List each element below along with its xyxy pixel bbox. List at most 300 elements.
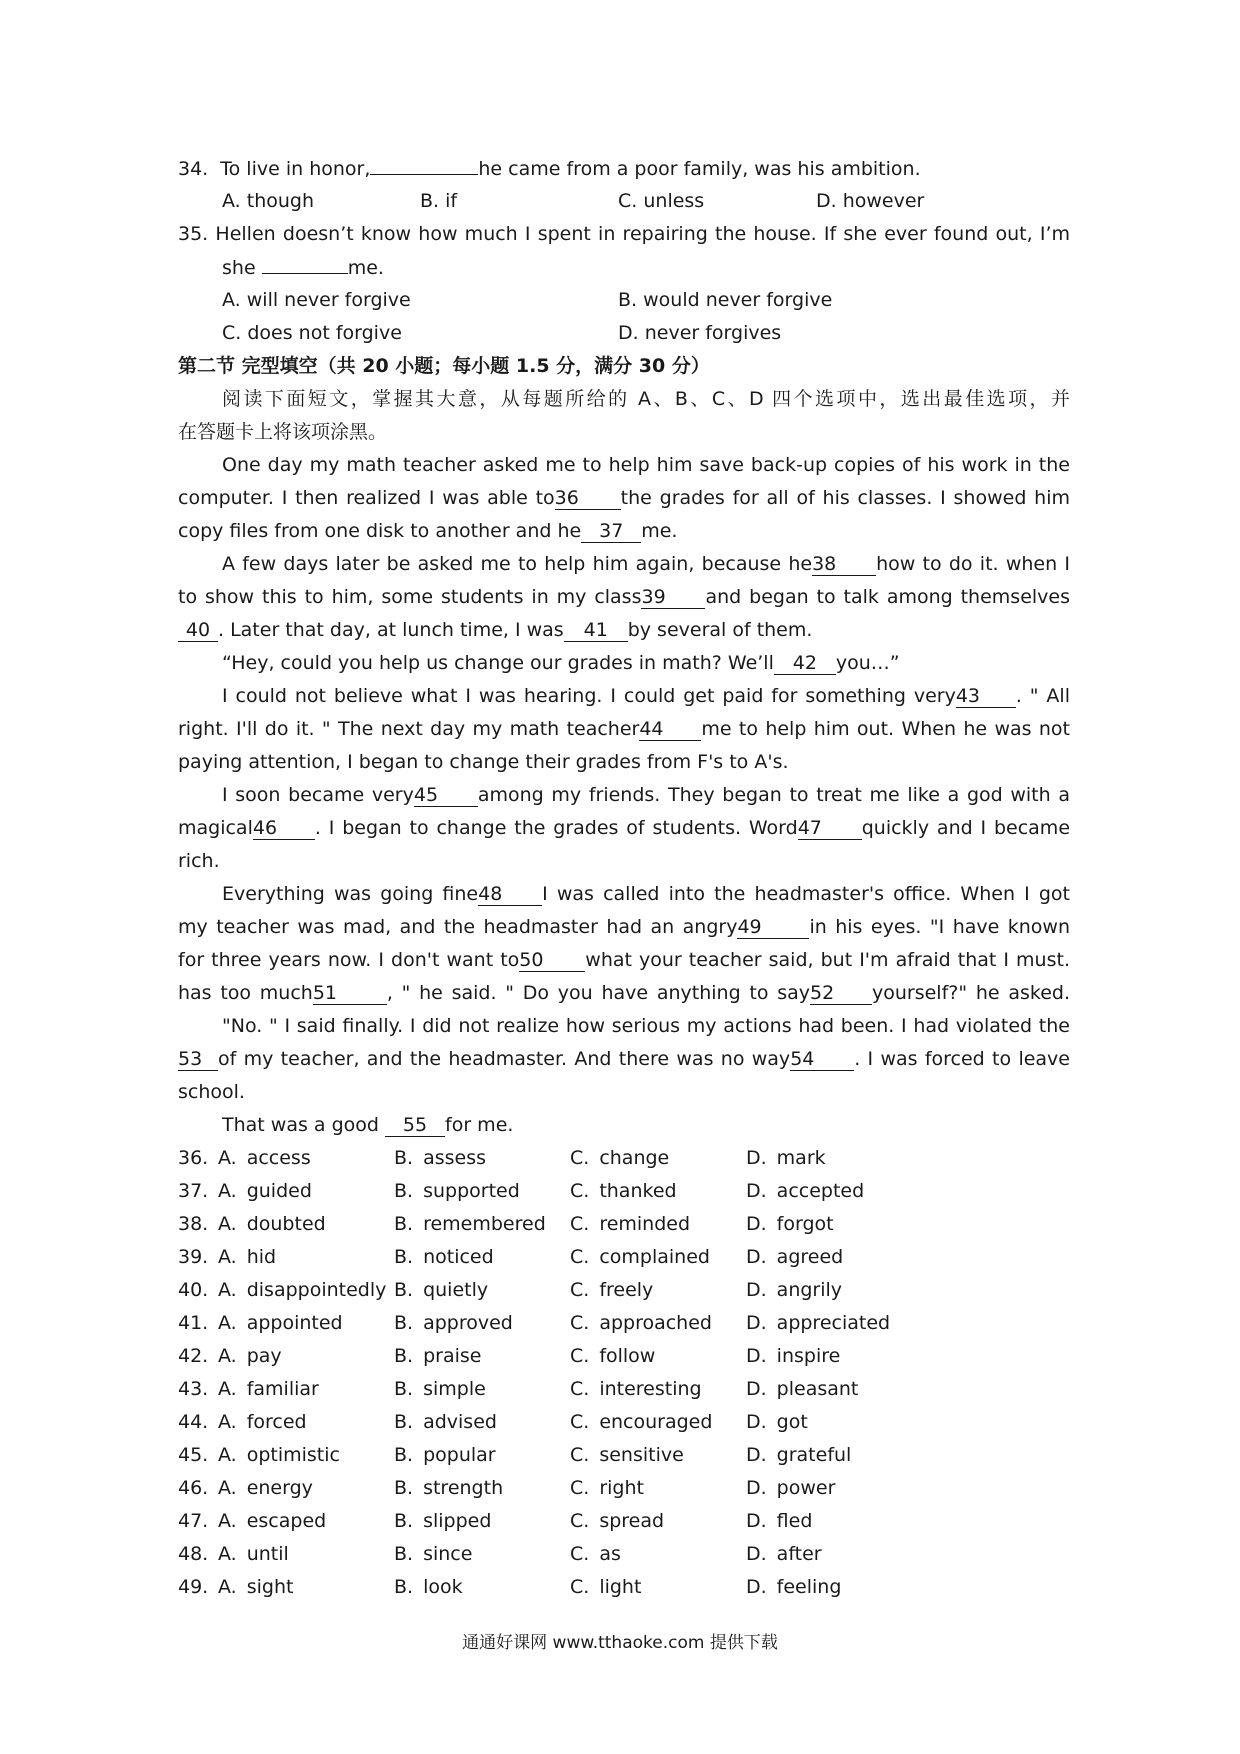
option-number: 43. [178, 1378, 209, 1400]
option-text: look [423, 1576, 463, 1598]
blank-49: 49 [737, 916, 809, 939]
question-text: Hellen doesn’t know how much I spent in repairing the house. If she ever found out, I’m [215, 223, 1070, 245]
option-text: encouraged [599, 1411, 713, 1433]
question-number: 34. [178, 158, 209, 180]
passage-text: school. [178, 1081, 245, 1103]
passage-text: my teacher was mad, and the headmaster had an angry [178, 916, 738, 938]
blank-47: 47 [798, 817, 862, 840]
option-letter: D. [746, 1345, 767, 1367]
option-c [570, 1175, 677, 1208]
option-c [570, 1142, 669, 1175]
question-35-stem-line2 [178, 251, 1070, 284]
passage-text: I soon became very [222, 784, 414, 806]
option-text: pleasant [776, 1378, 859, 1400]
cloze-option-row [178, 1142, 1070, 1175]
blank-54: 54 [790, 1048, 854, 1071]
passage-line [178, 1076, 1070, 1109]
option-letter: D. [746, 1510, 767, 1532]
option-letter: A. [218, 1411, 237, 1433]
option-text: assess [423, 1147, 487, 1169]
passage-line [178, 449, 1070, 482]
option-letter: B. [394, 1180, 414, 1202]
option-a [218, 1340, 282, 1373]
option-text: accepted [776, 1180, 865, 1202]
option-number: 48. [178, 1543, 209, 1565]
passage-text: . I began to change the grades of students. Word [314, 817, 798, 839]
option-text: if [445, 190, 458, 212]
option-text: praise [423, 1345, 482, 1367]
option-letter: B. [394, 1576, 414, 1598]
option-text: simple [423, 1378, 486, 1400]
option-text: will never forgive [246, 289, 411, 311]
option-number: 46. [178, 1477, 209, 1499]
passage-text: quickly and I became [861, 817, 1070, 839]
option-letter: A. [222, 190, 241, 212]
option-letter: C. [570, 1213, 590, 1235]
cloze-option-row [178, 1208, 1070, 1241]
option-text: change [599, 1147, 670, 1169]
cloze-option-row [178, 1274, 1070, 1307]
option-a [218, 1439, 340, 1472]
cloze-option-row [178, 1307, 1070, 1340]
option-c [570, 1340, 655, 1373]
option-letter: B. [394, 1147, 414, 1169]
option-b [394, 1571, 463, 1604]
option-text: guided [246, 1180, 312, 1202]
option-d [746, 1472, 835, 1505]
blank-46: 46 [253, 817, 315, 840]
option-letter: D. [746, 1477, 767, 1499]
option-d [746, 1307, 890, 1340]
option-letter: C. [570, 1510, 590, 1532]
blank-38: 38 [812, 553, 876, 576]
option-b [394, 1241, 494, 1274]
passage-line [178, 614, 1070, 647]
option-letter: A. [218, 1312, 237, 1334]
option-text: spread [599, 1510, 665, 1532]
question-34-options [178, 185, 1070, 218]
question-35-stem [178, 218, 1070, 251]
option-text: approached [599, 1312, 712, 1334]
option-letter: B. [394, 1213, 414, 1235]
cloze-option-row [178, 1373, 1070, 1406]
passage-line [178, 812, 1070, 845]
option-letter: B. [394, 1510, 414, 1532]
option-d [746, 1406, 808, 1439]
option-d [746, 1505, 812, 1538]
option-text: complained [599, 1246, 710, 1268]
option-letter: A. [218, 1279, 237, 1301]
passage-text: , " he said. " Do you have anything to say [386, 982, 810, 1004]
option-text: doubted [246, 1213, 326, 1235]
option-a [218, 1373, 319, 1406]
option-text: appreciated [776, 1312, 891, 1334]
option-b [394, 1208, 546, 1241]
option-a [222, 185, 314, 218]
cloze-option-row [178, 1571, 1070, 1604]
option-d [746, 1274, 842, 1307]
blank-44: 44 [639, 718, 701, 741]
passage-line [178, 746, 1070, 779]
option-text: thanked [599, 1180, 677, 1202]
passage-text: paying attention, I began to change their grades from F's to A's. [178, 751, 789, 773]
option-letter: A. [222, 289, 241, 311]
option-number: 36. [178, 1147, 209, 1169]
option-text: strength [423, 1477, 504, 1499]
option-number: 38. [178, 1213, 209, 1235]
option-c [222, 317, 402, 350]
passage-text: the grades for all of his classes. I showed him [620, 487, 1070, 509]
option-letter: A. [218, 1444, 237, 1466]
passage-text: yourself?" he asked. [872, 982, 1070, 1004]
option-letter: A. [218, 1213, 237, 1235]
option-number: 44. [178, 1411, 209, 1433]
option-text: appointed [246, 1312, 343, 1334]
answer-blank [262, 251, 348, 274]
option-a [218, 1208, 326, 1241]
option-letter: B. [394, 1345, 414, 1367]
passage-text: me to help him out. When he was not [701, 718, 1070, 740]
option-b [618, 284, 832, 317]
option-text: hid [246, 1246, 277, 1268]
cloze-option-row [178, 1505, 1070, 1538]
passage-text: has too much [178, 982, 313, 1004]
blank-39: 39 [641, 586, 705, 609]
option-text: never forgives [644, 322, 782, 344]
option-text: sensitive [599, 1444, 684, 1466]
option-d [746, 1142, 826, 1175]
option-text: however [842, 190, 925, 212]
option-letter: D. [618, 322, 639, 344]
option-text: does not forgive [247, 322, 402, 344]
option-text: disappointedly [246, 1279, 387, 1301]
option-number: 42. [178, 1345, 209, 1367]
option-text: as [599, 1543, 621, 1565]
question-34-stem [178, 152, 1070, 185]
passage-text: and began to talk among themselves [705, 586, 1070, 608]
option-text: angrily [776, 1279, 843, 1301]
option-d [746, 1175, 864, 1208]
option-text: forced [246, 1411, 307, 1433]
option-letter: D. [746, 1147, 767, 1169]
option-number: 49. [178, 1576, 209, 1598]
option-c [570, 1406, 712, 1439]
option-text: follow [599, 1345, 656, 1367]
option-a [218, 1571, 293, 1604]
option-text: feeling [776, 1576, 842, 1598]
option-text: grateful [776, 1444, 852, 1466]
passage-line [178, 845, 1070, 878]
cloze-option-row [178, 1340, 1070, 1373]
option-b [394, 1406, 497, 1439]
passage-line [178, 1043, 1070, 1076]
option-text: quietly [423, 1279, 489, 1301]
option-d [746, 1208, 834, 1241]
option-c [570, 1274, 653, 1307]
option-text: pay [246, 1345, 282, 1367]
option-letter: B. [420, 190, 440, 212]
option-a [218, 1538, 289, 1571]
cloze-options-list [178, 1142, 1070, 1604]
passage-line [178, 977, 1070, 1010]
option-letter: D. [746, 1246, 767, 1268]
option-letter: D. [746, 1312, 767, 1334]
blank-50: 50 [519, 949, 585, 972]
cloze-option-row [178, 1439, 1070, 1472]
option-letter: B. [394, 1411, 414, 1433]
option-letter: C. [570, 1543, 590, 1565]
option-letter: A. [218, 1147, 237, 1169]
option-number: 41. [178, 1312, 209, 1334]
passage-text: right. I'll do it. " The next day my math teacher [178, 718, 640, 740]
cloze-option-row [178, 1472, 1070, 1505]
passage-line [178, 647, 1070, 680]
option-c [570, 1505, 664, 1538]
option-text: popular [423, 1444, 496, 1466]
passage-line [178, 779, 1070, 812]
option-letter: C. [570, 1378, 590, 1400]
option-letter: B. [394, 1543, 414, 1565]
option-text: supported [423, 1180, 520, 1202]
option-text: interesting [599, 1378, 702, 1400]
passage-line [178, 581, 1070, 614]
blank-53: 53 [178, 1048, 218, 1071]
option-number: 40. [178, 1279, 209, 1301]
option-d [746, 1340, 840, 1373]
option-number: 47. [178, 1510, 209, 1532]
option-text: inspire [776, 1345, 841, 1367]
option-b [394, 1505, 491, 1538]
option-letter: C. [222, 322, 242, 344]
option-d [746, 1241, 843, 1274]
option-letter: A. [218, 1477, 237, 1499]
option-letter: D. [746, 1444, 767, 1466]
option-letter: B. [394, 1246, 414, 1268]
passage-text: magical [178, 817, 253, 839]
option-a [218, 1175, 312, 1208]
passage-line [178, 713, 1070, 746]
question-text: he came from a poor family, was his ambition. [478, 158, 921, 180]
option-letter: D. [746, 1279, 767, 1301]
passage-text: by several of them. [627, 619, 813, 641]
option-number: 39. [178, 1246, 209, 1268]
option-letter: C. [570, 1411, 590, 1433]
question-text: me. [347, 257, 384, 279]
option-letter: C. [618, 190, 638, 212]
blank-55: 55 [385, 1114, 445, 1137]
option-a [218, 1307, 343, 1340]
option-text: would never forgive [643, 289, 833, 311]
question-35-options-row2 [178, 317, 1070, 350]
option-letter: D. [816, 190, 837, 212]
passage-text: rich. [178, 850, 220, 872]
option-letter: A. [218, 1246, 237, 1268]
option-d [746, 1373, 858, 1406]
option-text: got [776, 1411, 808, 1433]
passage-text: Everything was going fine [222, 883, 479, 905]
blank-52: 52 [810, 982, 872, 1005]
option-text: slipped [423, 1510, 492, 1532]
option-b [394, 1340, 481, 1373]
option-letter: D. [746, 1378, 767, 1400]
option-b [394, 1538, 472, 1571]
option-letter: C. [570, 1180, 590, 1202]
option-text: noticed [423, 1246, 494, 1268]
option-b [420, 185, 457, 218]
option-a [218, 1274, 386, 1307]
option-text: optimistic [246, 1444, 340, 1466]
option-text: light [599, 1576, 642, 1598]
passage-text: what your teacher said, but I'm afraid that I must. [585, 949, 1070, 971]
option-text: until [246, 1543, 289, 1565]
option-letter: C. [570, 1312, 590, 1334]
option-text: approved [423, 1312, 513, 1334]
passage-text: you…” [835, 652, 900, 674]
passage-text: for me. [445, 1114, 514, 1136]
passage-text: to show this to him, some students in my class [178, 586, 642, 608]
option-number: 45. [178, 1444, 209, 1466]
option-letter: A. [218, 1543, 237, 1565]
passage-text: I was called into the headmaster's office. When I got [542, 883, 1070, 905]
option-text: agreed [776, 1246, 844, 1268]
option-letter: B. [394, 1444, 414, 1466]
option-letter: B. [394, 1279, 414, 1301]
passage-text: . I was forced to leave [854, 1048, 1070, 1070]
question-35-options-row1 [178, 284, 1070, 317]
option-c [570, 1439, 684, 1472]
option-letter: B. [394, 1477, 414, 1499]
option-text: access [246, 1147, 311, 1169]
option-letter: C. [570, 1444, 590, 1466]
option-text: reminded [599, 1213, 691, 1235]
option-letter: A. [218, 1576, 237, 1598]
option-b [394, 1439, 496, 1472]
blank-41: 41 [564, 619, 628, 642]
option-b [394, 1274, 488, 1307]
option-c [570, 1241, 710, 1274]
blank-43: 43 [956, 685, 1016, 708]
passage-text: me. [641, 520, 678, 542]
option-d [746, 1538, 822, 1571]
option-letter: D. [746, 1411, 767, 1433]
cloze-option-row [178, 1406, 1070, 1439]
option-a [218, 1241, 276, 1274]
passage-text: of my teacher, and the headmaster. And there was no way [218, 1048, 791, 1070]
option-text: forgot [776, 1213, 834, 1235]
option-text: mark [776, 1147, 826, 1169]
passage-line [178, 548, 1070, 581]
option-letter: C. [570, 1279, 590, 1301]
option-letter: B. [394, 1312, 414, 1334]
option-text: since [423, 1543, 473, 1565]
option-c [618, 185, 704, 218]
cloze-option-row [178, 1175, 1070, 1208]
option-a [218, 1505, 326, 1538]
passage-text: A few days later be asked me to help him again, because he [222, 553, 813, 575]
option-c [570, 1307, 712, 1340]
option-text: right [599, 1477, 644, 1499]
passage-line [178, 944, 1070, 977]
option-text: fled [776, 1510, 813, 1532]
page-footer: 通通好课网 www.tthaoke.com 提供下载 [462, 1633, 778, 1653]
option-b [394, 1373, 486, 1406]
option-c [570, 1373, 702, 1406]
passage-text: I could not believe what I was hearing. I could get paid for something very [222, 685, 956, 707]
page-content [178, 152, 1070, 1604]
passage-line [178, 680, 1070, 713]
blank-48: 48 [478, 883, 542, 906]
passage-line [178, 911, 1070, 944]
option-letter: A. [218, 1378, 237, 1400]
passage-line [178, 1109, 1070, 1142]
option-text: escaped [246, 1510, 327, 1532]
option-letter: C. [570, 1477, 590, 1499]
option-letter: A. [218, 1345, 237, 1367]
passage-text: That was a good [222, 1114, 379, 1136]
option-letter: C. [570, 1345, 590, 1367]
option-letter: D. [746, 1576, 767, 1598]
option-d [816, 185, 924, 218]
option-letter: D. [746, 1543, 767, 1565]
cloze-option-row [178, 1538, 1070, 1571]
blank-36: 36 [555, 487, 621, 510]
option-d [746, 1571, 841, 1604]
answer-blank [370, 152, 478, 175]
option-letter: D. [746, 1180, 767, 1202]
blank-51: 51 [313, 982, 387, 1005]
option-text: unless [643, 190, 705, 212]
option-text: power [776, 1477, 836, 1499]
blank-37: 37 [581, 520, 641, 543]
option-text: advised [423, 1411, 497, 1433]
option-a [218, 1142, 311, 1175]
passage-text: for three years now. I don't want to [178, 949, 520, 971]
option-letter: C. [570, 1576, 590, 1598]
option-letter: A. [218, 1510, 237, 1532]
option-text: after [776, 1543, 822, 1565]
option-b [394, 1307, 513, 1340]
option-c [570, 1472, 644, 1505]
option-letter: C. [570, 1246, 590, 1268]
option-letter: C. [570, 1147, 590, 1169]
option-number: 37. [178, 1180, 209, 1202]
option-c [570, 1571, 641, 1604]
option-a [218, 1406, 307, 1439]
question-number: 35. [178, 223, 209, 245]
option-b [394, 1472, 503, 1505]
passage-text: computer. I then realized I was able to [178, 487, 555, 509]
option-a [222, 284, 411, 317]
option-letter: A. [218, 1180, 237, 1202]
blank-42: 42 [774, 652, 836, 675]
blank-40: 40 [178, 619, 218, 642]
passage-text: "No. " I said finally. I did not realize how serious my actions had been. I had violated the [222, 1015, 1070, 1037]
option-a [218, 1472, 313, 1505]
option-text: familiar [246, 1378, 319, 1400]
passage-text: how to do it. when I [876, 553, 1070, 575]
passage-text: copy files from one disk to another and he [178, 520, 582, 542]
passage-text: among my friends. They began to treat me like a god with a [477, 784, 1070, 806]
option-c [570, 1538, 621, 1571]
cloze-option-row [178, 1241, 1070, 1274]
option-d [746, 1439, 851, 1472]
option-b [394, 1175, 520, 1208]
option-letter: B. [618, 289, 638, 311]
option-letter: B. [394, 1378, 414, 1400]
passage-text: . " All [1015, 685, 1070, 707]
section-instructions-line2: 在答题卡上将该项涂黑。 [178, 421, 388, 443]
passage-text: “Hey, could you help us change our grades in math? We’ll [222, 652, 774, 674]
